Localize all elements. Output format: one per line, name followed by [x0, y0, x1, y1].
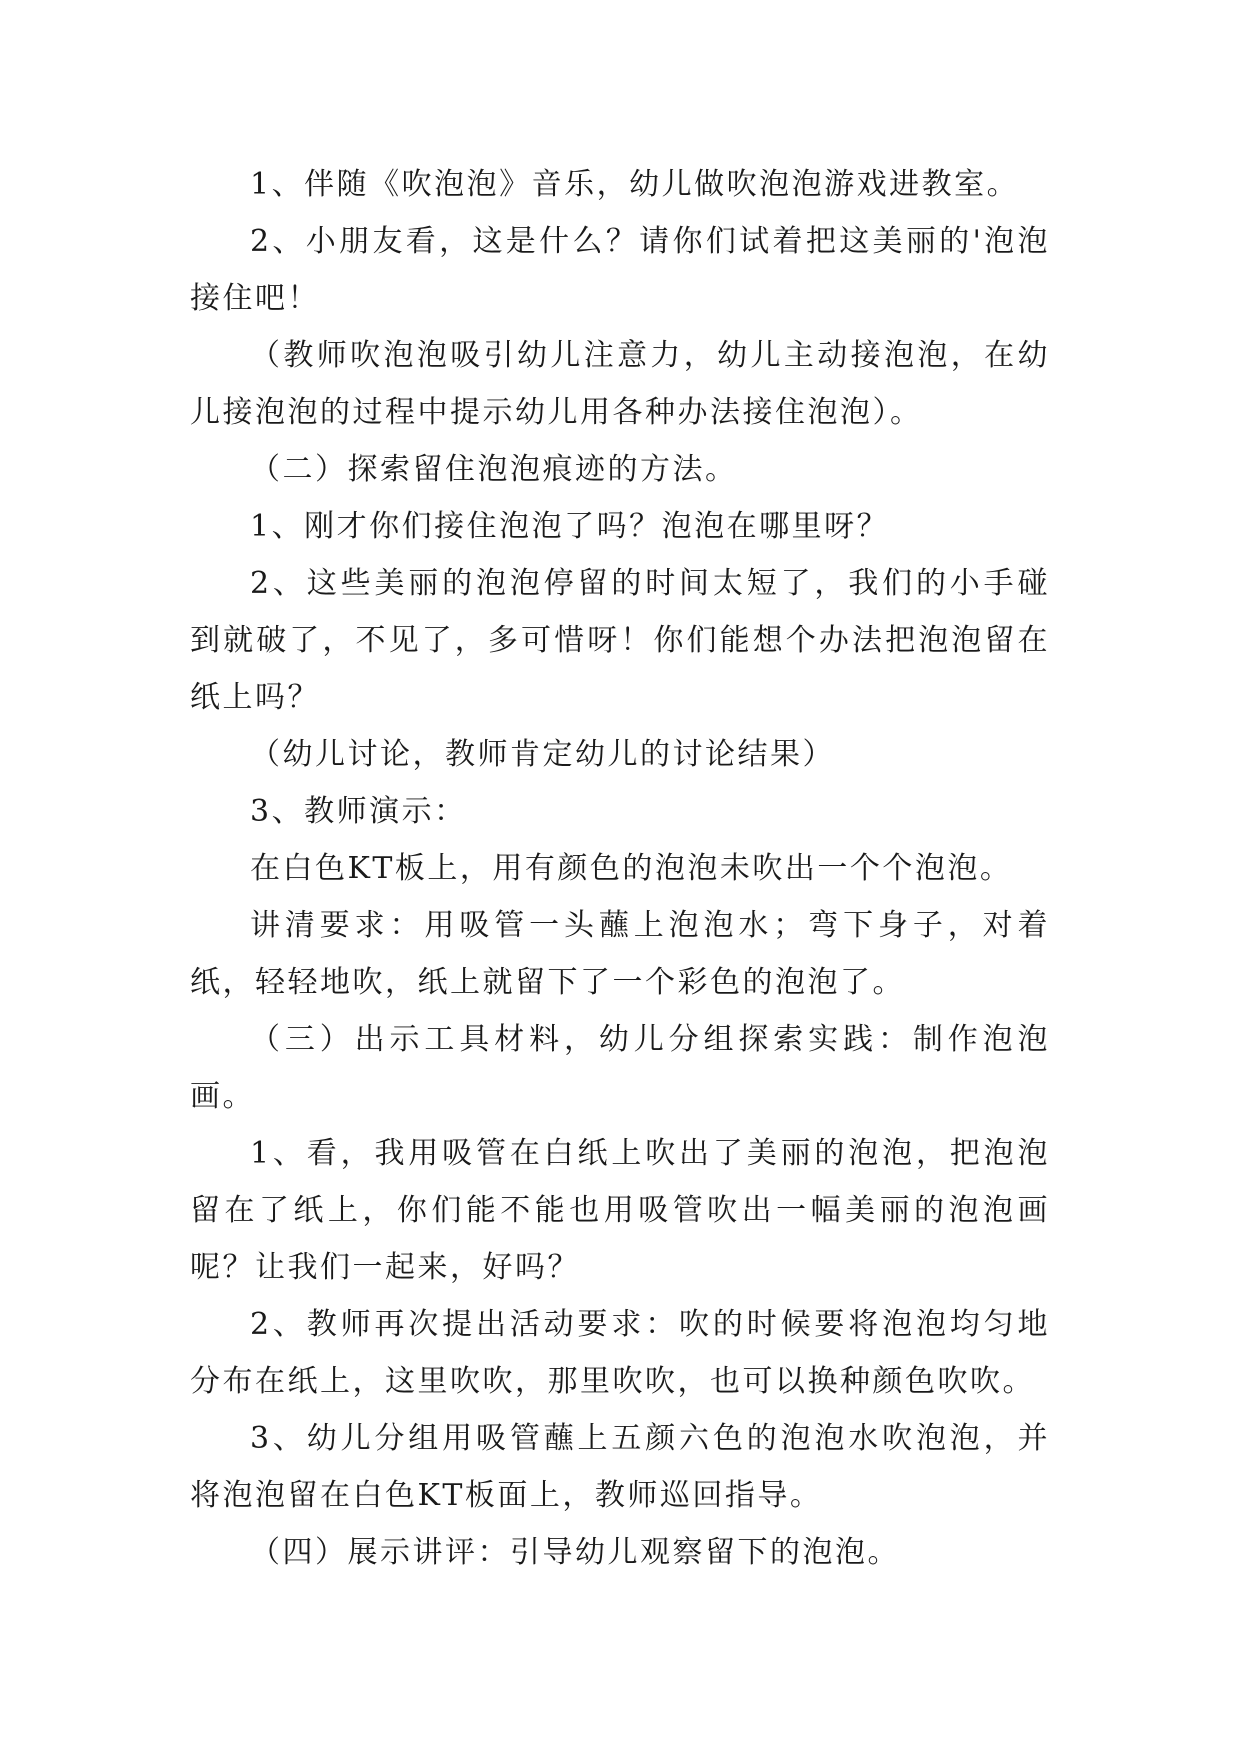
paragraph: 1、伴随《吹泡泡》音乐，幼儿做吹泡泡游戏进教室。: [250, 167, 1020, 202]
paragraph: 3、幼儿分组用吸管蘸上五颜六色的泡泡水吹泡泡，并将泡泡留在白色KT板面上，教师巡回指导。: [190, 1421, 1050, 1513]
paragraph: 2、小朋友看，这是什么？请你们试着把这美丽的'泡泡接住吧！: [190, 224, 1050, 316]
paragraph: （幼儿讨论，教师肯定幼儿的讨论结果）: [250, 737, 835, 772]
paragraph: （教师吹泡泡吸引幼儿注意力，幼儿主动接泡泡，在幼儿接泡泡的过程中提示幼儿用各种办法接住泡泡）。: [190, 338, 1050, 430]
paragraph: 2、这些美丽的泡泡停留的时间太短了，我们的小手碰到就破了，不见了，多可惜呀！你们能想个办法把泡泡留在纸上吗？: [190, 566, 1050, 715]
paragraph: 3、教师演示：: [250, 794, 467, 829]
document-body: [190, 156, 1050, 1581]
paragraph: 2、教师再次提出活动要求：吹的时候要将泡泡均匀地分布在纸上，这里吹吹，那里吹吹，也可以换种颜色吹吹。: [190, 1307, 1050, 1399]
section-heading: （三）出示工具材料，幼儿分组探索实践：制作泡泡画。: [190, 1022, 1050, 1114]
section-heading: （四）展示讲评：引导幼儿观察留下的泡泡。: [250, 1535, 900, 1570]
paragraph: 1、看，我用吸管在白纸上吹出了美丽的泡泡，把泡泡留在了纸上，你们能不能也用吸管吹出一幅美丽的泡泡画呢？让我们一起来，好吗？: [190, 1136, 1050, 1285]
paragraph: 在白色KT板上，用有颜色的泡泡未吹出一个个泡泡。: [250, 851, 1013, 886]
section-heading: （二）探索留住泡泡痕迹的方法。: [250, 452, 738, 487]
paragraph: 1、刚才你们接住泡泡了吗？泡泡在哪里呀？: [250, 509, 890, 544]
paragraph: 讲清要求：用吸管一头蘸上泡泡水；弯下身子，对着纸，轻轻地吹，纸上就留下了一个彩色的泡泡了。: [190, 908, 1050, 1000]
